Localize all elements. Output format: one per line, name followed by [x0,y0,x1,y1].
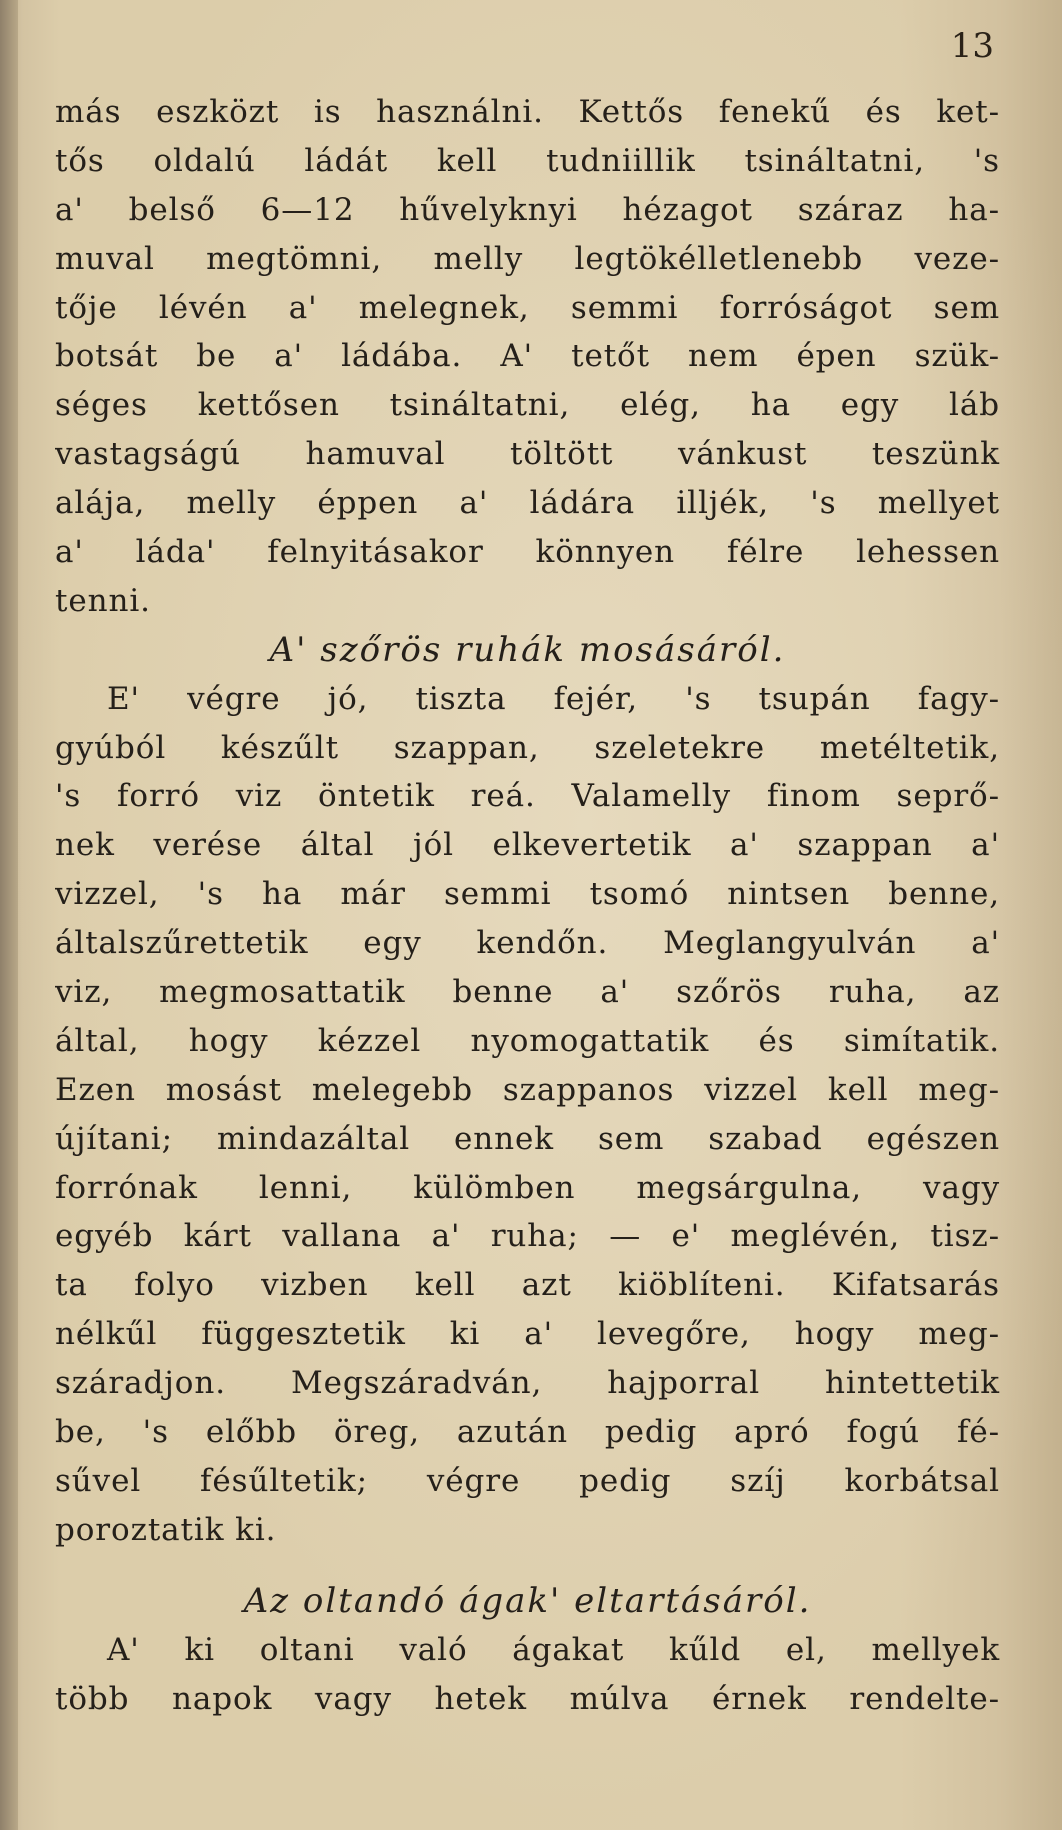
text-line: E' végre jó, tiszta fejér, 's tsupán fagy- [107,680,1000,717]
paragraph-last-line: poroztatik ki. [55,1511,277,1548]
text-line: általszűrettetik egy kendőn. Meglangyulván a' [55,925,1000,962]
section-heading: A' szőrös ruhák mosásáról. [269,629,786,670]
text-line: vastagságú hamuval töltött vánkust teszünk [55,436,1000,473]
text-line: gyúból készűlt szappan, szeletekre metéltetik, [55,729,1000,766]
text-line: nélkűl függesztetik ki a' levegőre, hogy meg- [55,1316,1000,1353]
text-line: muval megtömni, melly legtökélletlenebb veze- [55,240,1000,277]
page-number: 13 [950,26,994,66]
text-line: be, 's előbb öreg, azután pedig apró fogú fé- [55,1414,1000,1451]
text-line: alája, melly éppen a' ládára illjék, 's mellyet [55,485,1000,522]
text-line: által, hogy kézzel nyomogattatik és simítatik. [55,1022,1000,1059]
text-line: 's forró viz öntetik reá. Valamelly finom seprő- [55,778,1000,815]
text-line: a' láda' felnyitásakor könnyen félre lehessen [55,534,1000,571]
text-line: több napok vagy hetek múlva érnek rendelte- [55,1680,1000,1717]
text-line: más eszközt is használni. Kettős fenekű és ket- [55,94,1000,130]
text-line: nek verése által jól elkevertetik a' szappan a' [55,827,1000,864]
text-line: ta folyo vizben kell azt kiöblíteni. Kifatsarás [55,1267,1000,1304]
page-body [55,88,1000,1723]
text-line: a' belső 6—12 hűvelyknyi hézagot száraz ha- [55,191,1000,228]
text-line: tője lévén a' melegnek, semmi forróságot sem [55,289,1000,326]
section-spacer [55,1555,1000,1577]
section-heading: Az oltandó ágak' eltartásáról. [243,1580,812,1621]
text-line: sűvel fésűltetik; végre pedig szíj korbátsal [55,1462,1000,1499]
text-line: A' ki oltani való ágakat kűld el, mellyek [107,1631,1000,1668]
book-spine-shadow [0,0,18,1830]
text-line: újítani; mindazáltal ennek sem szabad egészen [55,1120,1000,1157]
text-line: viz, megmosattatik benne a' szőrös ruha, az [55,974,1000,1011]
text-line: séges kettősen tsináltatni, elég, ha egy láb [55,387,1000,424]
text-line: vizzel, 's ha már semmi tsomó nintsen benne, [55,876,1000,913]
text-line: Ezen mosást melegebb szappanos vizzel kell meg- [55,1071,1000,1108]
text-line: forrónak lenni, külömben megsárgulna, vagy [55,1169,1000,1206]
text-line: egyéb kárt vallana a' ruha; — e' meglévén, tisz- [55,1218,1000,1255]
paragraph-last-line: tenni. [55,582,151,619]
text-line: tős oldalú ládát kell tudniillik tsináltatni, 's [55,142,1000,179]
text-line: száradjon. Megszáradván, hajporral hintettetik [55,1365,1000,1402]
text-line: botsát be a' ládába. A' tetőt nem épen szük- [55,338,1000,375]
